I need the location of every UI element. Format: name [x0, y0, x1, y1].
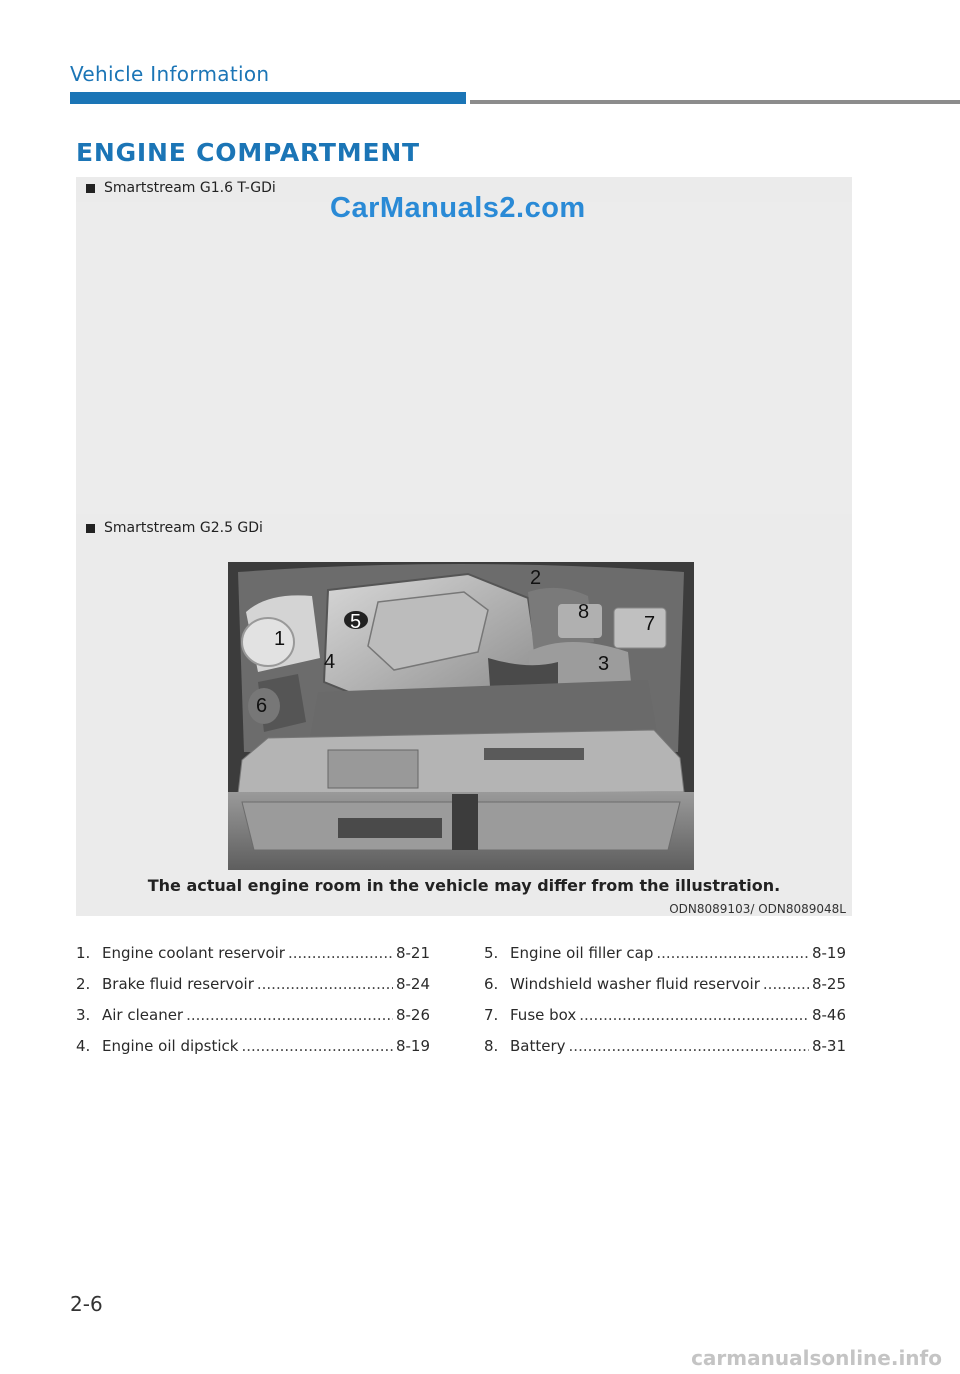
engine-label-g25 [86, 520, 263, 536]
item-label: Battery [510, 1037, 566, 1055]
list-item [76, 944, 430, 975]
engine-illustration-g25 [228, 562, 694, 870]
item-page: 8-31 [811, 1037, 846, 1055]
leader-dots [186, 1006, 393, 1024]
header-rule [470, 100, 960, 104]
item-label: Engine oil filler cap [510, 944, 654, 962]
callout-4: 4 [324, 651, 336, 673]
engine-label-g25-text: Smartstream G2.5 GDi [104, 520, 263, 536]
item-number: 1. [76, 944, 91, 962]
item-label: Fuse box [510, 1006, 577, 1024]
section-title: ENGINE COMPARTMENT [76, 138, 420, 167]
list-item [76, 975, 430, 1006]
item-page: 8-21 [395, 944, 430, 962]
item-label: Engine oil dipstick [102, 1037, 239, 1055]
item-number: 8. [484, 1037, 499, 1055]
list-item [484, 975, 846, 1006]
leader-dots [656, 944, 809, 962]
item-page: 8-26 [395, 1006, 430, 1024]
leader-dots [763, 975, 809, 993]
item-label: Brake fluid reservoir [102, 975, 254, 993]
item-page: 8-19 [395, 1037, 430, 1055]
item-label: Air cleaner [102, 1006, 184, 1024]
list-item [484, 1006, 846, 1037]
item-number: 2. [76, 975, 91, 993]
square-bullet-icon [86, 524, 95, 533]
engine-label-g16 [86, 180, 276, 196]
item-page: 8-24 [395, 975, 430, 993]
watermark: CarManuals2.com [330, 192, 586, 224]
leader-dots [257, 975, 393, 993]
leader-dots [569, 1037, 809, 1055]
parts-list-right [484, 944, 846, 1068]
item-page: 8-25 [811, 975, 846, 993]
item-number: 4. [76, 1037, 91, 1055]
header-title: Vehicle Information [70, 62, 270, 86]
callout-2: 2 [530, 567, 542, 589]
engine-illustration-g16 [76, 202, 852, 514]
item-label: Windshield washer fluid reservoir [510, 975, 760, 993]
leader-dots [579, 1006, 809, 1024]
item-number: 7. [484, 1006, 499, 1024]
item-page: 8-19 [811, 944, 846, 962]
square-bullet-icon [86, 184, 95, 193]
engine-label-g16-text: Smartstream G1.6 T-GDi [104, 180, 276, 196]
item-label: Engine coolant reservoir [102, 944, 285, 962]
header-accent-bar [70, 92, 466, 104]
callout-5: 5 [350, 611, 362, 633]
list-item [484, 944, 846, 975]
item-page: 8-46 [811, 1006, 846, 1024]
parts-list-left [76, 944, 430, 1068]
callout-3: 3 [598, 653, 610, 675]
list-item [76, 1037, 430, 1068]
page-number: 2-6 [70, 1292, 103, 1316]
figure-reference: ODN8089103/ ODN8089048L [669, 902, 846, 916]
list-item [484, 1037, 846, 1068]
item-number: 6. [484, 975, 499, 993]
item-number: 5. [484, 944, 499, 962]
figure-caption: The actual engine room in the vehicle may differ from the illustration. [147, 876, 781, 895]
item-number: 3. [76, 1006, 91, 1024]
callout-7: 7 [644, 613, 656, 635]
leader-dots [288, 944, 393, 962]
callout-8: 8 [578, 601, 590, 623]
list-item [76, 1006, 430, 1037]
callout-1: 1 [274, 628, 286, 650]
leader-dots [241, 1037, 392, 1055]
footer-site-mark: carmanualsonline.info [691, 1346, 942, 1370]
callout-6: 6 [256, 695, 268, 717]
